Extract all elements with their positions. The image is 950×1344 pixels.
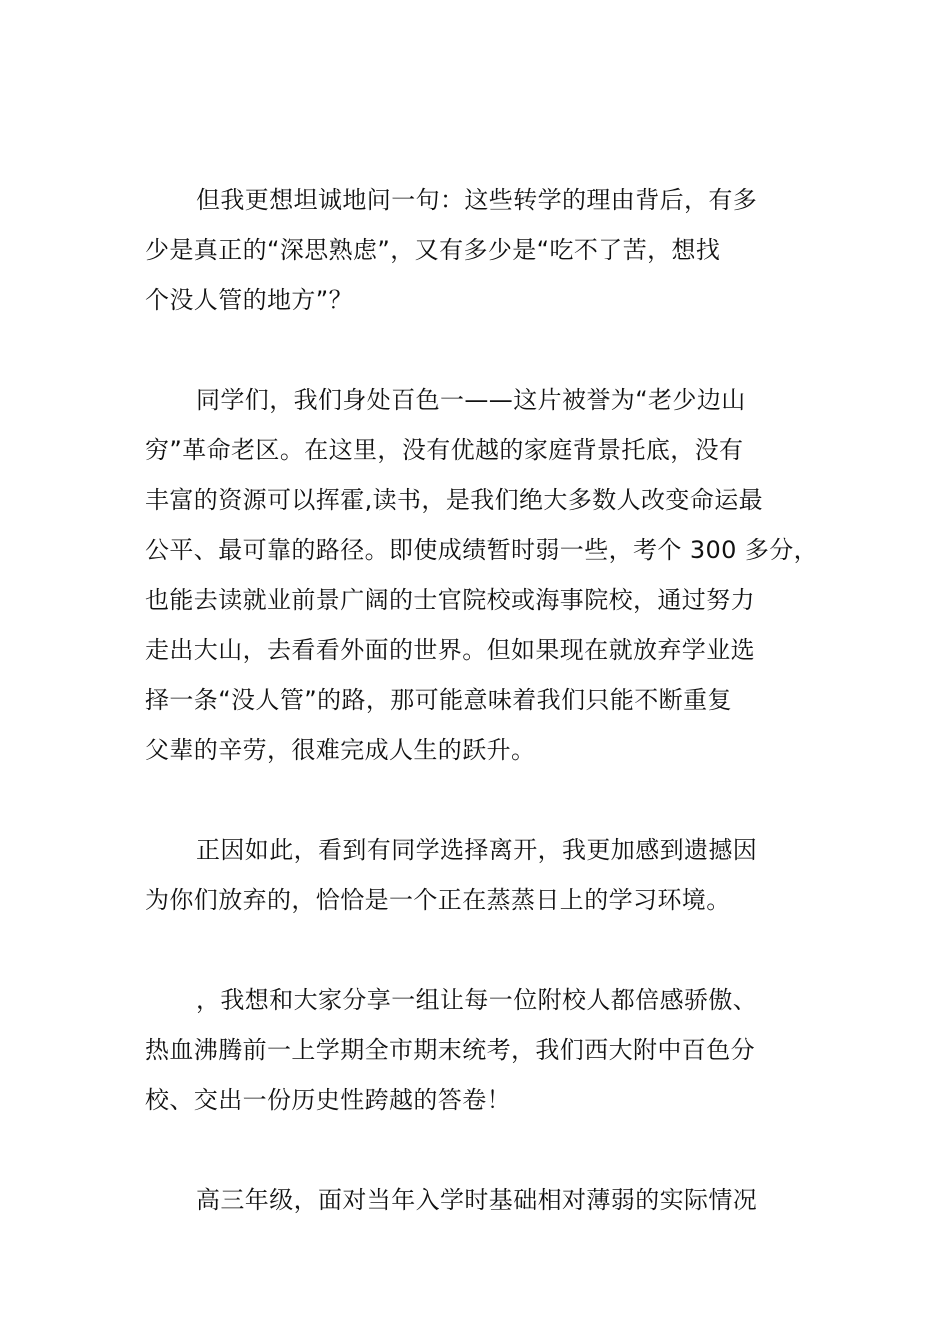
paragraph-2-line-5: 也能去读就业前景广阔的士官院校或海事院校，通过努力 — [145, 586, 755, 614]
paragraph-4-line-1: ，我想和大家分享一组让每一位附校人都倍感骄傲、 — [196, 986, 758, 1014]
paragraph-4-line-3: 校、交出一份历史性跨越的答卷！ — [145, 1086, 511, 1114]
paragraph-3-line-1: 正因如此，看到有同学选择离开，我更加感到遗撼因 — [196, 836, 758, 864]
paragraph-2-line-4: 公平、最可靠的路径。即使成绩暂时弱一些，考个 300 多分， — [145, 536, 819, 564]
paragraph-4-line-2: 热血沸腾前一上学期全市期末统考，我们西大附中百色分 — [145, 1036, 755, 1064]
paragraph-3-line-2: 为你们放弃的，恰恰是一个正在蒸蒸日上的学习环境。 — [145, 886, 731, 914]
paragraph-1-line-2: 少是真正的“深思熟虑”，又有多少是“吃不了苦，想找 — [145, 236, 721, 264]
paragraph-2-line-1: 同学们，我们身处百色一——这片被誉为“老少边山 — [196, 386, 746, 414]
paragraph-2-line-2: 穷”革命老区。在这里，没有优越的家庭背景托底，没有 — [145, 436, 744, 464]
paragraph-1-line-3: 个没人管的地方”？ — [145, 286, 354, 314]
paragraph-2-line-6: 走出大山，去看看外面的世界。但如果现在就放弃学业选 — [145, 636, 755, 664]
paragraph-2-line-7: 择一条“没人管”的路，那可能意味着我们只能不断重复 — [145, 686, 732, 714]
paragraph-2-line-8: 父辈的辛劳，很难完成人生的跃升。 — [145, 736, 536, 764]
paragraph-5-line-1: 高三年级，面对当年入学时基础相对薄弱的实际情况 — [196, 1186, 758, 1214]
paragraph-1-line-1: 但我更想坦诚地问一句：这些转学的理由背后，有多 — [196, 186, 758, 214]
paragraph-2-line-3: 丰富的资源可以挥霍,读书，是我们绝大多数人改变命运最 — [145, 486, 764, 514]
